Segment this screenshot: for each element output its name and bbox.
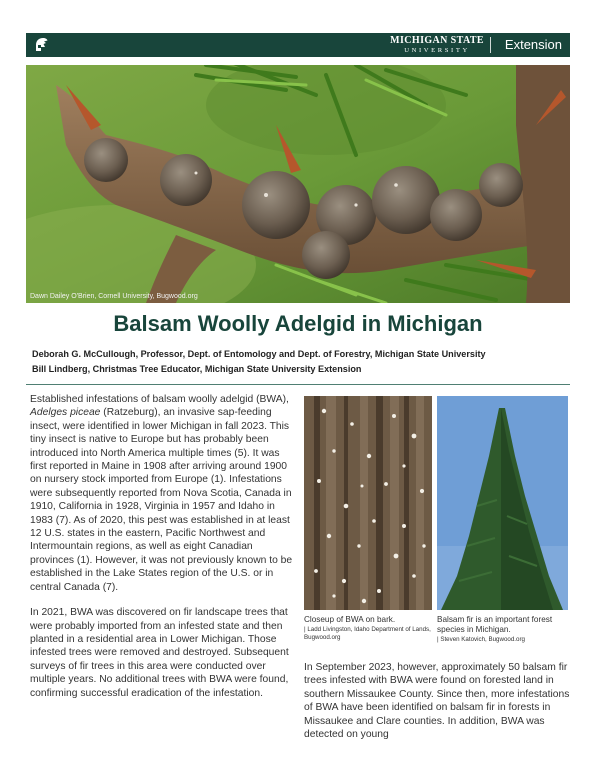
author-line: Bill Lindberg, Christmas Tree Educator, Michigan State University Extension <box>32 364 362 374</box>
balsam-fir-photo-icon <box>437 396 568 610</box>
paragraph-text: (Ratzeburg), an invasive sap-feeding insect, were identified in lower Michigan in fall 2023. This tiny insect is native to Europe but has probably been introduced into North America multiple times (5). It was first reported in Maine in 1908 after arriving around 1900 on nursery stock imported from Europe (1). Infestations were subsequently reported from Nova Scotia, Canada in 1910, California in 1928, Virginia in 1957 and Idaho in 1983 (7). As of 2020, this pest was established in at least 12 U.S. states in the eastern, Pacific Northwest and Intermountain regions, as well as eight Canadian provinces (1). However, it was not previously known to be established in the Lake States region of the U.S. or in central Canada (7). <box>30 407 293 593</box>
body-column-left <box>30 393 296 712</box>
author-line: Deborah G. McCullough, Professor, Dept. of Entomology and Dept. of Forestry, Michigan State University <box>32 349 486 359</box>
balsam-woolly-adelgid-branch-photo-icon <box>26 65 570 303</box>
figure-bark-photo <box>304 396 432 610</box>
bark-closeup-photo-icon <box>304 396 432 610</box>
figure-caption-fir <box>437 615 571 644</box>
body-paragraph: In September 2023, however, approximately 50 balsam fir trees infested with BWA were found on forested land in southern Missaukee County. Since then, more infestations of BWA have been identified on balsam fir in forests in Missaukee and Clare counties. In addition, BWA was detected on young <box>304 662 570 741</box>
paragraph-text: Established infestations of balsam woolly adelgid (BWA), <box>30 394 289 405</box>
header-divider <box>490 37 491 53</box>
caption-text: Closeup of BWA on bark. <box>304 615 396 624</box>
university-wordmark <box>390 36 484 55</box>
figure-fir-photo <box>437 396 568 610</box>
species-name: Adelges piceae <box>30 407 101 419</box>
page-title: Balsam Woolly Adelgid in Michigan <box>113 311 483 336</box>
university-name-line2: UNIVERSITY <box>404 47 470 54</box>
body-paragraph <box>30 393 296 594</box>
university-name-line1: MICHIGAN STATE <box>390 35 484 46</box>
section-divider <box>26 384 570 385</box>
body-paragraph: In 2021, BWA was discovered on fir landscape trees that were probably imported from an infested state and then planted in a residential area in Lower Michigan. Those infested trees were removed and destroyed. Subsequent surveys of fir trees in this area were conducted over multiple years. No additional trees with BWA were found, confirming successful eradication of the infestation. <box>30 607 289 699</box>
photo-credit: | Ladd Livingston, Idaho Department of Lands, Bugwood.org <box>304 626 431 641</box>
figure-caption-bark <box>304 615 434 642</box>
hero-photo <box>26 65 570 303</box>
photo-credit: | Steven Katovich, Bugwood.org <box>437 636 525 643</box>
msu-extension-header <box>26 33 570 57</box>
spartan-helmet-icon <box>32 36 50 54</box>
hero-photo-credit: Dawn Dailey O'Brien, Cornell University, Bugwood.org <box>30 293 198 300</box>
body-column-right <box>304 661 570 741</box>
author-list <box>32 347 572 377</box>
extension-label: Extension <box>504 37 562 52</box>
caption-text: Balsam fir is an important forest species in Michigan. <box>437 615 553 634</box>
